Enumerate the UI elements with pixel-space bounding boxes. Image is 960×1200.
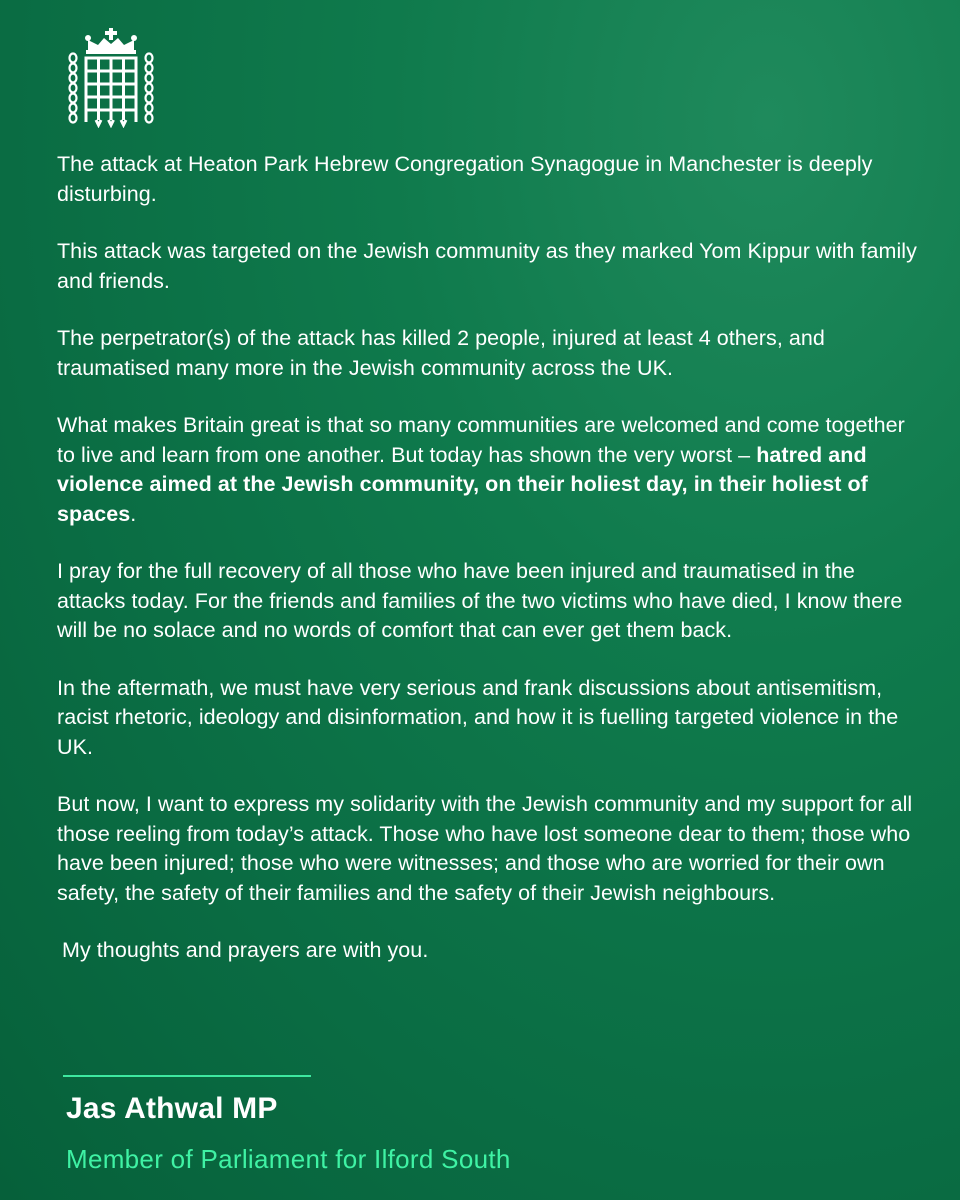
paragraph-aftermath: In the aftermath, we must have very serious and frank discussions about antisemitism, racist rhetoric, ideology and disinformation, and how it is fuelling targeted violence in the UK. [57, 675, 899, 759]
paragraph-attack-location: The attack at Heaton Park Hebrew Congregation Synagogue in Manchester is deeply disturbing. [57, 152, 873, 206]
paragraph-casualties: The perpetrator(s) of the attack has killed 2 people, injured at least 4 others, and traumatised many more in the Jewish community across the UK. [57, 326, 825, 380]
paragraph-britain [57, 411, 917, 529]
signature-divider [63, 1075, 311, 1077]
closing-line: My thoughts and prayers are with you. [62, 938, 429, 962]
portcullis-crown-icon [66, 28, 156, 128]
signature-name: Jas Athwal MP [66, 1092, 278, 1125]
paragraph-britain-lead: What makes Britain great is that so many communities are welcomed and come together to live and learn from one another. But today has shown the very worst – [57, 413, 905, 467]
paragraph-yom-kippur: This attack was targeted on the Jewish community as they marked Yom Kippur with family and friends. [57, 239, 917, 293]
signature-role: Member of Parliament for Ilford South [66, 1144, 511, 1174]
paragraph-recovery: I pray for the full recovery of all those who have been injured and traumatised in the attacks today. For the friends and families of the two victims who have died, I know there will be no solace and no words of comfort that can ever get them back. [57, 559, 903, 642]
statement-body [57, 150, 917, 994]
paragraph-solidarity: But now, I want to express my solidarity with the Jewish community and my support for all those reeling from today’s attack. Those who have lost someone dear to them; those who have been injured; those who were witnesses; and those who are worried for their own safety, the safety of their families and the safety of their Jewish neighbours. [57, 792, 913, 905]
paragraph-britain-end: . [130, 501, 137, 526]
paragraph-britain-emphasis: hatred and violence aimed at the Jewish community, on their holiest day, in their holiest of spaces [57, 442, 868, 526]
